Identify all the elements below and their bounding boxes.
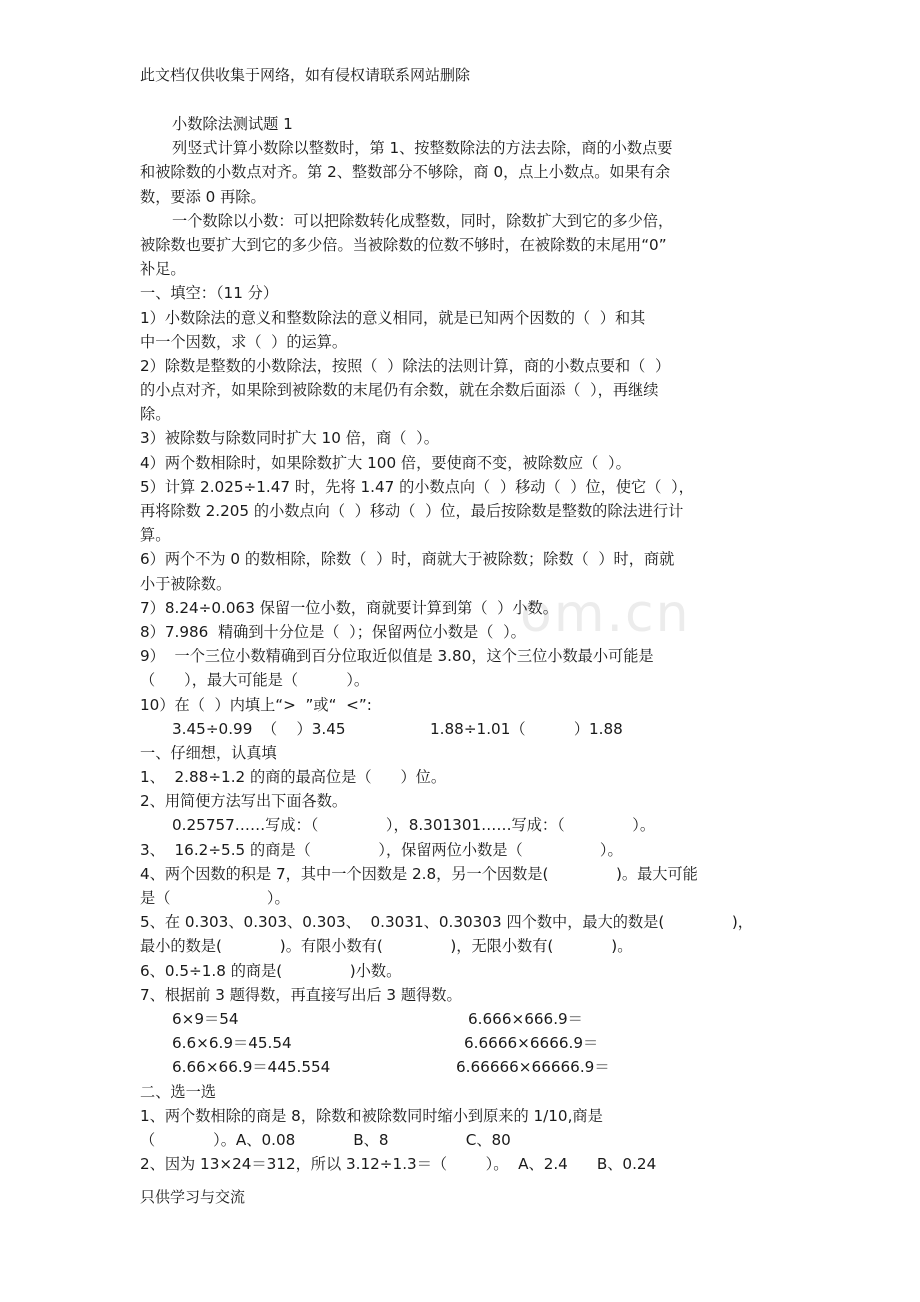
question-line: 7、根据前 3 题得数，再直接写出后 3 题得数。	[140, 985, 462, 1004]
question-line: 10）在（ ）内填上“> ”或“ <”:	[140, 695, 372, 714]
page-footer: 只供学习与交流	[140, 1188, 246, 1206]
question-line: 再将除数 2.205 的小数点向（ ）移动（ ）位，最后按除数是整数的除法进行计	[140, 502, 684, 520]
text-line: 补足。	[140, 260, 186, 279]
section-heading: 一、仔细想，认真填	[140, 743, 277, 762]
product-row	[140, 1031, 790, 1055]
question-line: 4、两个因数的积是 7，其中一个因数是 2.8，另一个因数是( )。最大可能	[140, 864, 698, 883]
watermark-text: om.cn	[520, 584, 691, 644]
text-line: 数，要添 0 再除。	[140, 187, 266, 206]
question-line: 8）7.986 精确到十分位是（ ）；保留两位小数是（ ）。	[140, 622, 526, 641]
question-line: 6、0.5÷1.8 的商是( )小数。	[140, 961, 402, 980]
question-line: 5）计算 2.025÷1.47 时，先将 1.47 的小数点向（ ）移动（ ）位，使它（ ），	[140, 477, 694, 496]
question-line: （ ），最大可能是（ ）。	[140, 671, 370, 690]
text-line: 和被除数的小数点对齐。第 2、整数部分不够除，商 0，点上小数点。如果有余	[140, 163, 671, 182]
compare-item: 3.45÷0.99 （ ）3.45	[172, 719, 346, 738]
product-left: 6.6×6.9＝45.54	[172, 1034, 292, 1053]
document-body	[140, 112, 790, 1176]
compare-row	[140, 717, 790, 741]
question-line: 4）两个数相除时，如果除数扩大 100 倍，要使商不变，被除数应（ ）。	[140, 453, 631, 472]
question-line: 2、因为 13×24＝312，所以 3.12÷1.3＝（ ）。 A、2.4 B、0.24	[140, 1155, 657, 1174]
product-row	[140, 1007, 790, 1031]
question-line: 1、 2.88÷1.2 的商的最高位是（ ）位。	[140, 768, 447, 787]
text-line: 被除数也要扩大到它的多少倍。当被除数的位数不够时，在被除数的末尾用“0”	[140, 235, 667, 254]
section-heading: 二、选一选	[140, 1082, 216, 1101]
question-line: 最小的数是( )。有限小数有( )，无限小数有( )。	[140, 937, 633, 956]
question-line: 算。	[140, 526, 171, 545]
product-right: 6.666×666.9＝	[468, 1009, 583, 1028]
product-right: 6.6666×6666.9＝	[464, 1034, 599, 1053]
product-left: 6×9＝54	[172, 1009, 239, 1028]
question-line: 0.25757……写成：（ ），8.301301……写成：（ ）。	[172, 816, 656, 835]
product-row	[140, 1055, 790, 1079]
question-line: 是（ ）。	[140, 889, 290, 907]
question-line: 1）小数除法的意义和整数除法的意义相同，就是已知两个因数的（ ）和其	[140, 308, 646, 327]
question-line: 2）除数是整数的小数除法，按照（ ）除法的法则计算，商的小数点要和（ ）	[140, 356, 671, 375]
question-line: （ ）。A、0.08 B、8 C、80	[140, 1130, 511, 1149]
product-right: 6.66666×66666.9＝	[456, 1058, 610, 1077]
question-line: 3、 16.2÷5.5 的商是（ ），保留两位小数是（ ）。	[140, 840, 623, 859]
text-line: 一个数除以小数：可以把除数转化成整数，同时，除数扩大到它的多少倍，	[172, 211, 674, 230]
question-line: 的小点对齐，如果除到被除数的末尾仍有余数，就在余数后面添（ ），再继续	[140, 381, 659, 400]
question-line: 6）两个不为 0 的数相除，除数（ ）时，商就大于被除数；除数（ ）时，商就	[140, 550, 675, 569]
compare-item: 1.88÷1.01（ ）1.88	[430, 719, 623, 738]
question-line: 3）被除数与除数同时扩大 10 倍，商（ ）。	[140, 429, 439, 448]
question-line: 小于被除数。	[140, 574, 232, 593]
question-line: 5、在 0.303、0.303、0.303、 0.3031、0.30303 四个数中，最大的数是( )，	[140, 913, 753, 932]
product-left: 6.66×66.9＝445.554	[172, 1058, 331, 1077]
question-line: 1、两个数相除的商是 8，除数和被除数同时缩小到原来的 1/10,商是	[140, 1106, 603, 1125]
section-heading: 一、填空：（11 分）	[140, 284, 279, 303]
question-line: 2、用简便方法写出下面各数。	[140, 792, 348, 811]
text-line: 列竖式计算小数除以整数时，第 1、按整数除法的方法去除，商的小数点要	[172, 139, 673, 158]
question-line: 中一个因数，求（ ）的运算。	[140, 332, 348, 351]
question-line: 9） 一个三位小数精确到百分位取近似值是 3.80，这个三位小数最小可能是	[140, 647, 654, 666]
page-title: 小数除法测试题 1	[172, 115, 293, 133]
page-header: 此文档仅供收集于网络，如有侵权请联系网站删除	[140, 66, 471, 84]
question-line: 除。	[140, 405, 171, 424]
question-line: 7）8.24÷0.063 保留一位小数，商就要计算到第（ ）小数。	[140, 598, 558, 617]
